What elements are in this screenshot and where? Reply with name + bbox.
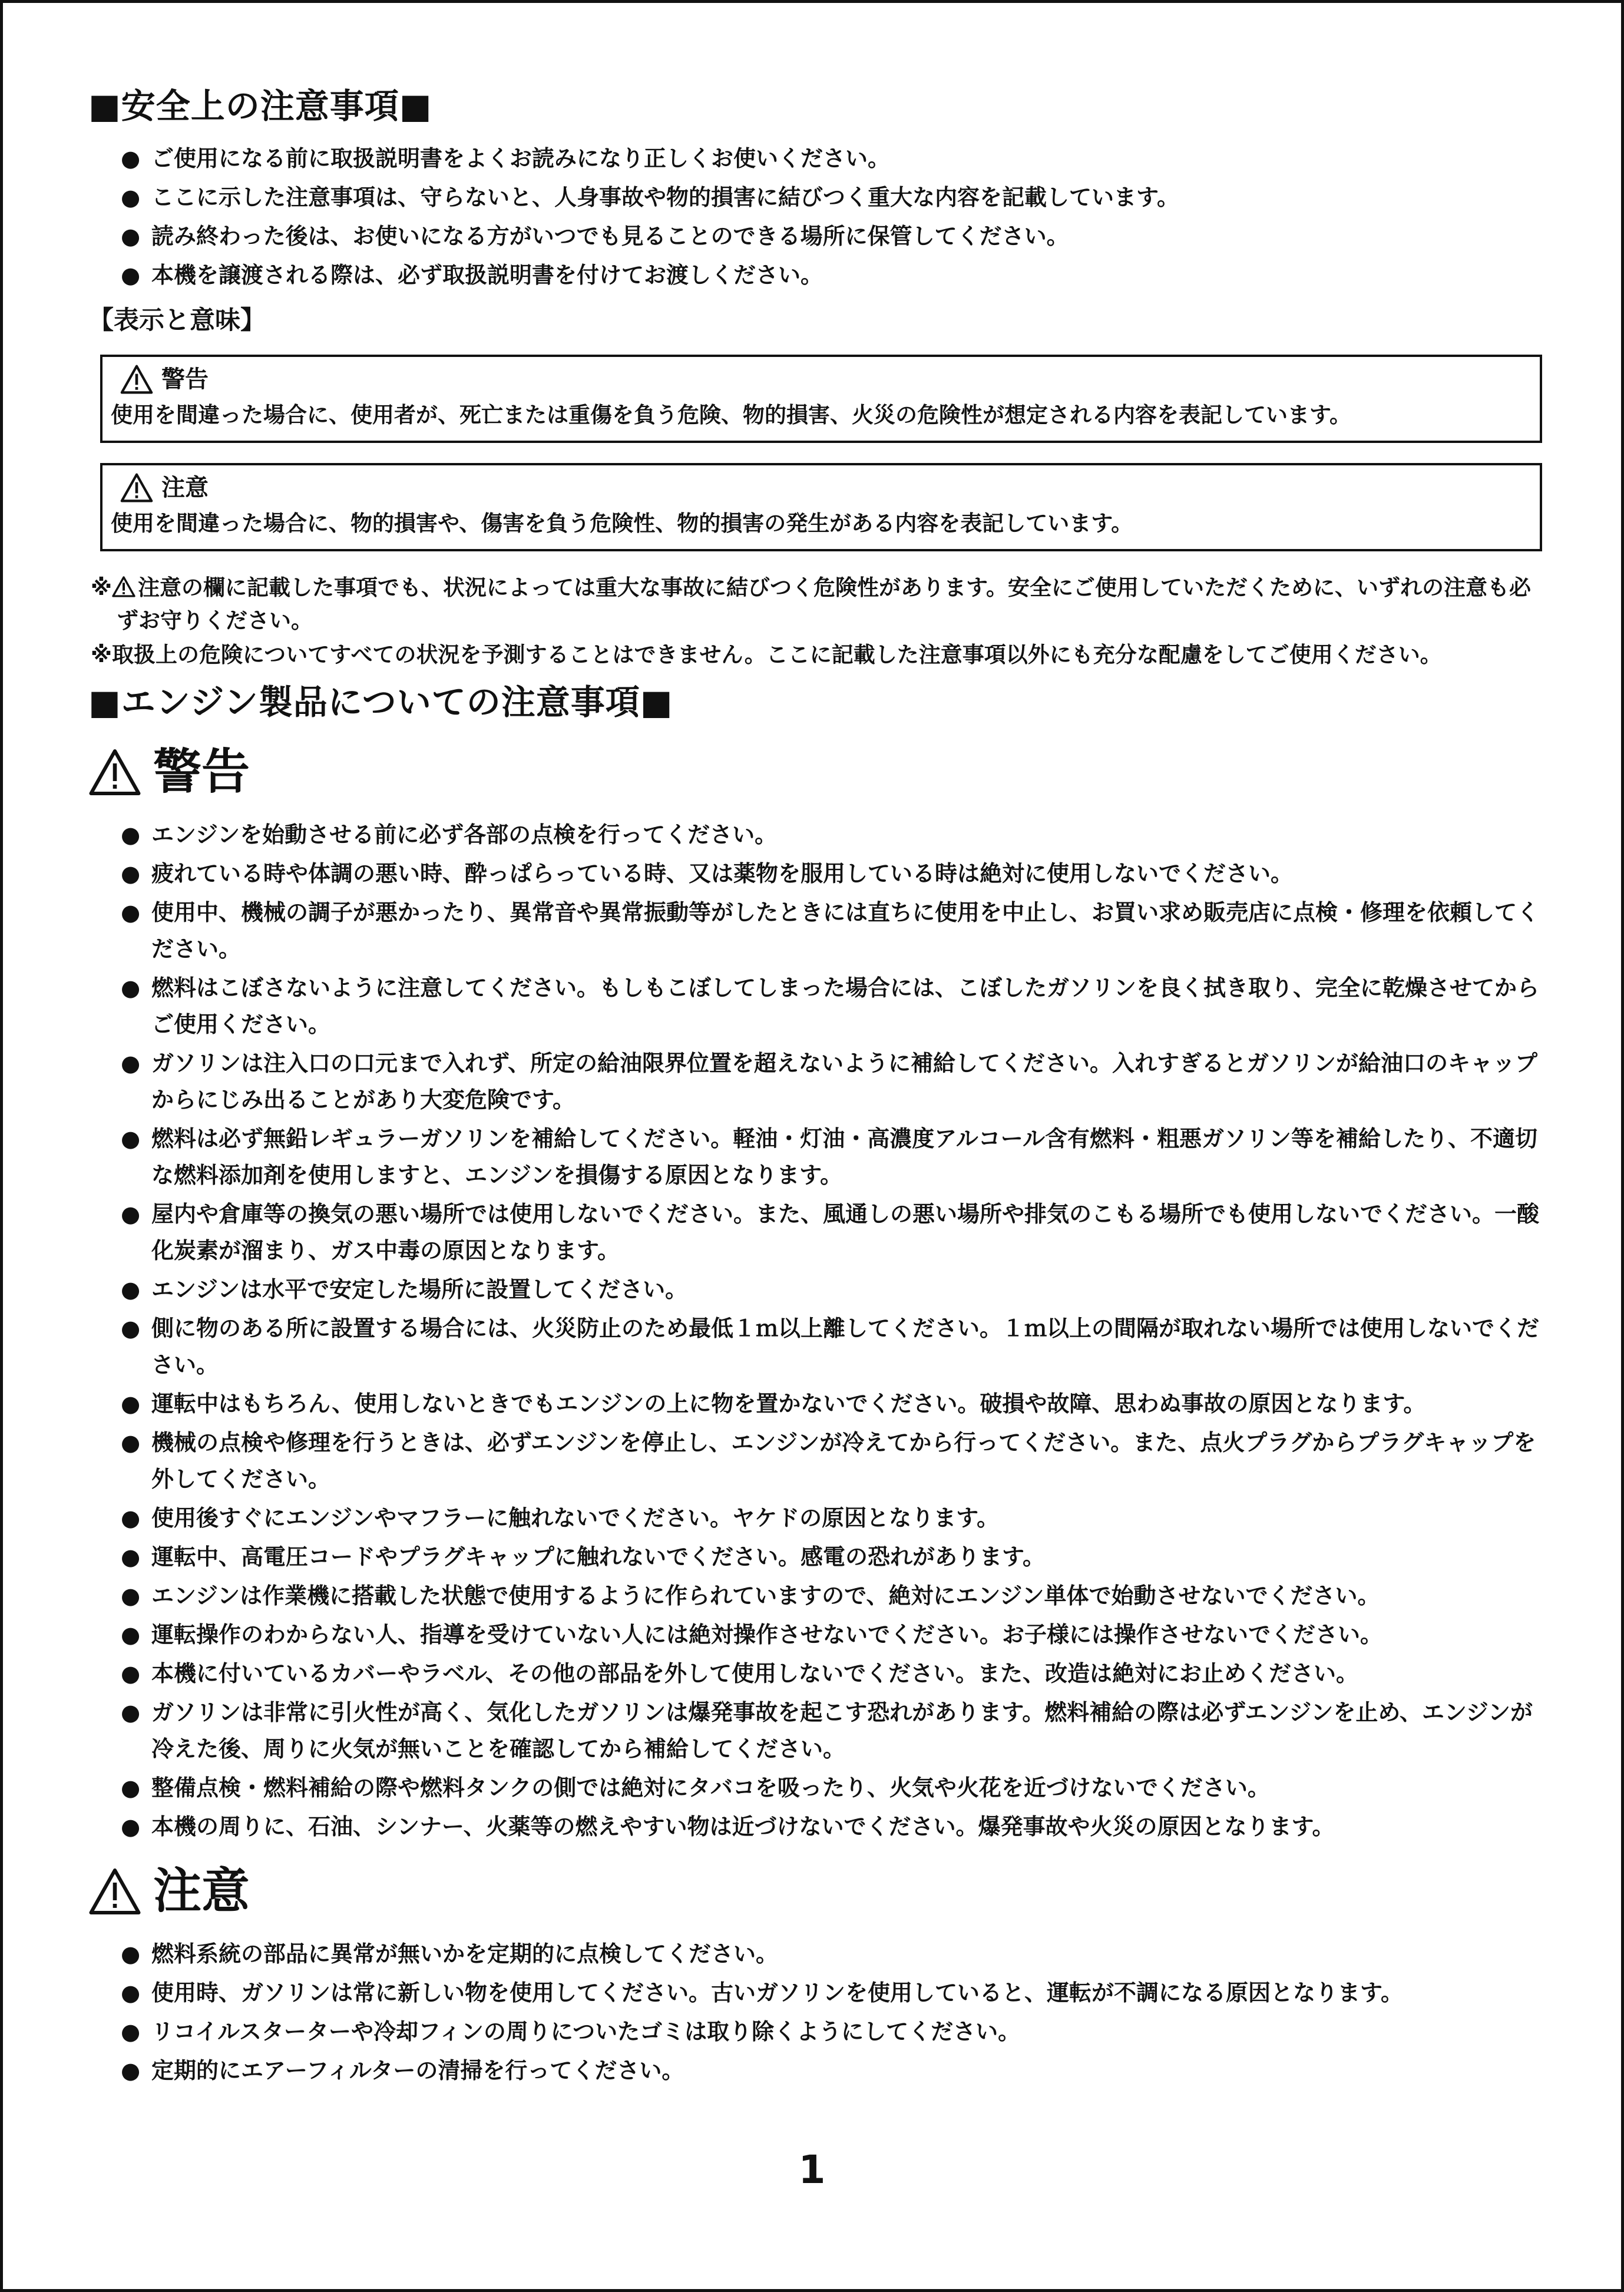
warning-box-title: 警告 <box>161 366 209 393</box>
warning-heading-title: 警告 <box>153 744 250 800</box>
note-1-text: 注意の欄に記載した事項でも、状況によっては重大な事故に結びつく危険性があります。安全にご使用していただくために、いずれの注意も必ずお守りください。 <box>117 575 1532 633</box>
list-item: ● 燃料は必ず無鉛レギュラーガソリンを補給してください。軽油・灯油・高濃度アルコール含有燃料・粗悪ガソリン等を補給したり、不適切な燃料添加剤を使用しますと、エンジンを損傷する原因となります。 <box>121 1120 1540 1193</box>
page-number: 1 <box>798 2147 826 2192</box>
list-item: ● ご使用になる前に取扱説明書をよくお読みになり正しくお使いください。 <box>121 140 1540 177</box>
warning-list <box>88 816 1540 1845</box>
list-item: ● 機械の点検や修理を行うときは、必ずエンジンを停止し、エンジンが冷えてから行ってください。また、点火プラグからプラグキャップを外してください。 <box>121 1424 1540 1497</box>
caution-box-text: 使用を間違った場合に、物的損害や、傷害を負う危険性、物的損害の発生がある内容を表記しています。 <box>111 511 1133 536</box>
warning-triangle-icon <box>120 364 153 395</box>
safety-intro-list <box>88 140 1540 293</box>
warning-triangle-icon <box>88 748 141 796</box>
list-item: ● 定期的にエアーフィルターの清掃を行ってください。 <box>121 2052 1540 2089</box>
list-item: ● ここに示した注意事項は、守らないと、人身事故や物的損害に結びつく重大な内容を記載しています。 <box>121 179 1540 216</box>
list-item: ● 側に物のある所に設置する場合には、火災防止のため最低１ｍ以上離してください。１ｍ以上の間隔が取れない場所では使用しないでください。 <box>121 1310 1540 1383</box>
note-1-prefix: ※ <box>91 575 112 600</box>
note-2: ※取扱上の危険についてすべての状況を予測することはできません。ここに記載した注意事項以外にも充分な配慮をしてご使用ください。 <box>91 642 1442 667</box>
list-item: ● 本機を譲渡される際は、必ず取扱説明書を付けてお渡しください。 <box>121 257 1540 293</box>
list-item: ● エンジンを始動させる前に必ず各部の点検を行ってください。 <box>121 816 1540 853</box>
list-item: ● エンジンは作業機に搭載した状態で使用するように作られていますので、絶対にエンジン単体で始動させないでください。 <box>121 1577 1540 1614</box>
warning-triangle-icon <box>112 576 135 597</box>
caution-definition-box <box>100 463 1542 551</box>
list-item: ● 使用後すぐにエンジンやマフラーに触れないでください。ヤケドの原因となります。 <box>121 1500 1540 1536</box>
list-item: ● ガソリンは注入口の口元まで入れず、所定の給油限界位置を超えないように補給してください。入れすぎるとガソリンが給油口のキャップからにじみ出ることがあり大変危険です。 <box>121 1045 1540 1118</box>
list-item: ● 使用中、機械の調子が悪かったり、異常音や異常振動等がしたときには直ちに使用を中止し、お買い求め販売店に点検・修理を依頼してください。 <box>121 894 1540 967</box>
list-item: ● 使用時、ガソリンは常に新しい物を使用してください。古いガソリンを使用していると、運転が不調になる原因となります。 <box>121 1975 1540 2011</box>
list-item: ● エンジンは水平で安定した場所に設置してください。 <box>121 1271 1540 1308</box>
caution-heading-title: 注意 <box>153 1863 250 1919</box>
list-item: ● 疲れている時や体調の悪い時、酔っぱらっている時、又は薬物を服用している時は絶対に使用しないでください。 <box>121 855 1540 892</box>
caution-list <box>88 1936 1540 2089</box>
list-item: ● 本機に付いているカバーやラベル、その他の部品を外して使用しないでください。また、改造は絶対にお止めください。 <box>121 1655 1540 1692</box>
document-body <box>88 82 1540 2091</box>
caution-heading <box>88 1859 1540 1924</box>
list-item: ● 運転中、高電圧コードやプラグキャップに触れないでください。感電の恐れがあります。 <box>121 1539 1540 1575</box>
notes <box>91 571 1540 672</box>
warning-triangle-icon <box>88 1867 141 1916</box>
note-1 <box>91 571 1540 637</box>
list-item: ● ガソリンは非常に引火性が高く、気化したガソリンは爆発事故を起こす恐れがあります。燃料補給の際は必ずエンジンを止め、エンジンが冷えた後、周りに火気が無いことを確認してから補給してください。 <box>121 1694 1540 1767</box>
list-item: ● 読み終わった後は、お使いになる方がいつでも見ることのできる場所に保管してください。 <box>121 218 1540 254</box>
safety-section-heading: ■安全上の注意事項■ <box>88 86 432 126</box>
warning-box-text: 使用を間違った場合に、使用者が、死亡または重傷を負う危険、物的損害、火災の危険性が想定される内容を表記しています。 <box>111 402 1352 428</box>
list-item: ● 運転操作のわからない人、指導を受けていない人には絶対操作させないでください。お子様には操作させないでください。 <box>121 1616 1540 1653</box>
legend-heading: 【表示と意味】 <box>88 306 266 335</box>
warning-definition-box <box>100 355 1542 443</box>
caution-box-title: 注意 <box>161 474 209 501</box>
engine-section-heading: ■エンジン製品についての注意事項■ <box>88 682 673 722</box>
list-item: ● 燃料系統の部品に異常が無いかを定期的に点検してください。 <box>121 1936 1540 1972</box>
list-item: ● リコイルスターターや冷却フィンの周りについたゴミは取り除くようにしてください。 <box>121 2013 1540 2050</box>
list-item: ● 本機の周りに、石油、シンナー、火薬等の燃えやすい物は近づけないでください。爆発事故や火災の原因となります。 <box>121 1808 1540 1845</box>
list-item: ● 整備点検・燃料補給の際や燃料タンクの側では絶対にタバコを吸ったり、火気や火花を近づけないでください。 <box>121 1770 1540 1806</box>
warning-heading <box>88 740 1540 805</box>
list-item: ● 屋内や倉庫等の換気の悪い場所では使用しないでください。また、風通しの悪い場所や排気のこもる場所でも使用しないでください。一酸化炭素が溜まり、ガス中毒の原因となります。 <box>121 1196 1540 1269</box>
list-item: ● 運転中はもちろん、使用しないときでもエンジンの上に物を置かないでください。破損や故障、思わぬ事故の原因となります。 <box>121 1385 1540 1422</box>
warning-triangle-icon <box>120 472 153 503</box>
list-item: ● 燃料はこぼさないように注意してください。もしもこぼしてしまった場合には、こぼしたガソリンを良く拭き取り、完全に乾燥させてからご使用ください。 <box>121 970 1540 1043</box>
